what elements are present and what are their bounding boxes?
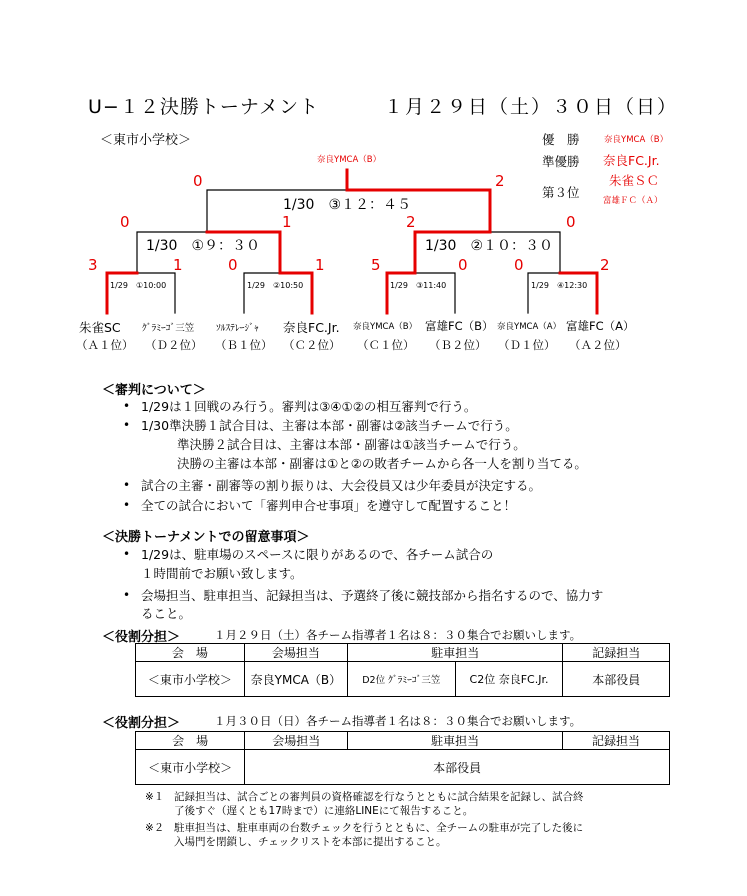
team-4-rank: （Ｃ２位） [283,338,341,352]
third-place-label: 第３位 [542,185,580,200]
referee-heading: ＜審判について＞ [102,383,206,398]
r1-4-match-label: 1/29 ④12:30 [531,281,588,290]
third-place-team-2: 富雄ＦＣ（Ａ） [603,196,663,206]
footnote-2-line-2: 入場門を閉鎖し、チェックリストを本部に提出すること。 [174,836,447,848]
footnote-1-line-2: 了後すぐ（遅くとも17時まで）に連絡LINEにて報告すること。 [174,805,474,817]
duty1-parking-1: D2位 ｸﾞﾗﾐｰｺﾞ三笠 [348,662,456,697]
second-place-label: 準優勝 [542,154,580,169]
team-3-rank: （Ｂ１位） [215,338,273,352]
bracket-line-r1-1 [107,273,175,313]
team-5: 奈良YMCA（B） [353,322,418,332]
win-path-r1-4 [560,273,597,313]
duty1-record: 本部役員 [563,662,670,697]
referee-item-3: 準決勝２試合目は、主審は本部・副審は①該当チームで行う。 [177,437,526,452]
referee-item-1: 1/29は１回戦のみ行う。審判は③④①②の相互審判で行う。 [141,399,477,414]
score-final-right: 2 [495,172,505,190]
final-match-label: 1/30 ③１２：４５ [283,197,411,213]
footnote-2-mark: ※２ [145,822,165,834]
bullet-dot: • [123,547,131,561]
tournament-bracket [0,0,747,360]
score-final-left: 0 [193,172,203,190]
page-title: U−１２決勝トーナメント [88,96,320,118]
duty2-staff: 本部役員 [245,750,670,785]
duty1-parking-2: C2位 奈良FC.Jr. [455,662,563,697]
second-place-team: 奈良FC.Jr. [603,153,660,168]
duty2-header-record: 記録担当 [562,732,669,750]
bullet-dot: • [123,588,131,602]
score-semi2-left: 2 [406,213,416,231]
duty2-header-parking: 駐車担当 [348,732,563,750]
bracket-line-r1-2 [244,273,312,313]
team-7-rank: （Ｄ１位） [498,338,556,352]
score-r1-3-left: 5 [371,256,381,274]
duty2-header-venue-staff: 会場担当 [245,732,348,750]
first-place-team: 奈良YMCA（B） [604,135,669,145]
semi2-match-label: 1/30 ②１０：３０ [425,238,553,254]
duty1-header-venue: 会 場 [136,644,245,662]
win-path-r1-1 [107,273,137,313]
score-r1-4-left: 0 [514,256,524,274]
team-2: ｸﾞﾗﾐｰｺﾞ三笠 [142,323,195,334]
bracket-line-r1-4 [528,273,597,313]
duty2-heading: ＜役割分担＞ [102,716,181,731]
score-r1-1-left: 3 [88,256,98,274]
notes-heading: ＜決勝トーナメントでの留意事項＞ [102,530,310,545]
duty2-header-venue: 会 場 [136,732,245,750]
footnote-1-mark: ※１ [145,791,165,803]
bullet-dot: • [123,418,131,432]
duty1-venue-staff: 奈良YMCA（B） [244,662,347,697]
team-7: 奈良YMCA（A） [497,322,562,332]
referee-item-4: 決勝の主審は本部・副審は①と②の敗者チームから各一人を割り当てる。 [177,456,587,471]
duty1-header-parking: 駐車担当 [348,644,563,662]
duty1-table [135,643,670,697]
footnote-2-line-1: 駐車担当は、駐車車両の台数チェックを行うとともに、全チームの駐車が完了した後に [174,822,584,834]
team-8: 富雄FC（A） [566,319,635,333]
r1-2-match-label: 1/29 ②10:50 [247,281,304,290]
third-place-team-1: 朱雀ＳＣ [609,173,660,188]
bullet-dot: • [123,498,131,512]
duty1-venue: ＜東市小学校＞ [136,662,245,697]
score-r1-2-right: 1 [315,256,325,274]
score-r1-4-right: 2 [600,256,610,274]
bullet-dot: • [123,478,131,492]
notes-item-1-cont: １時間前でお願い致します。 [141,566,303,581]
team-3: ｿﾙｽﾃﾚｰｼﾞｬ [216,323,259,334]
venue-label: ＜東市小学校＞ [100,133,192,148]
team-8-rank: （Ａ２位） [569,338,627,352]
champion-label: 奈良YMCA（B） [317,155,382,165]
footnote-1-line-1: 記録担当は、試合ごとの審判員の資格確認を行なうとともに試合結果を記録し、試合終 [174,791,584,803]
score-semi1-left: 0 [120,213,130,231]
win-path-r1-2 [280,273,312,313]
bracket-line-r1-3 [387,273,455,313]
notes-item-2: 会場担当、駐車担当、記録担当は、予選終了後に競技部から指名するので、協力す [141,588,604,603]
score-r1-1-right: 1 [173,256,183,274]
duty1-heading: ＜役割分担＞ [102,630,181,645]
duty1-header-record: 記録担当 [563,644,670,662]
team-2-rank: （Ｄ２位） [145,338,203,352]
duty2-venue: ＜東市小学校＞ [136,750,245,785]
score-r1-2-left: 0 [228,256,238,274]
notes-item-1: 1/29は、駐車場のスペースに限りがあるので、各チーム試合の [141,547,494,562]
semi1-match-label: 1/30 ①９：３０ [146,238,260,254]
team-5-rank: （Ｃ１位） [357,338,415,352]
notes-item-2-cont: ること。 [141,606,192,621]
first-place-label: 優 勝 [542,132,580,147]
win-path-r1-3 [387,273,415,313]
r1-3-match-label: 1/29 ③11:40 [390,281,447,290]
referee-item-5: 試合の主審・副審等の割り振りは、大会役員又は少年委員が決定する。 [141,478,542,493]
referee-item-2: 1/30準決勝１試合目は、主審は本部・副審は②該当チームで行う。 [141,418,518,433]
team-6-rank: （Ｂ２位） [429,338,487,352]
score-semi2-right: 0 [566,213,576,231]
referee-item-6: 全ての試合において「審判申合せ事項」を遵守して配置すること！ [141,498,517,513]
duty1-header-venue-staff: 会場担当 [244,644,347,662]
score-semi1-right: 1 [282,213,292,231]
duty2-table [135,731,670,785]
score-r1-3-right: 0 [458,256,468,274]
r1-1-match-label: 1/29 ①10:00 [110,281,167,290]
team-4: 奈良FC.Jr. [283,320,340,335]
duty1-subheading: １月２９日（土）各チーム指導者１名は８：３０集合でお願いします。 [214,628,582,642]
bullet-dot: • [123,399,131,413]
tournament-dates: １月２９日（土）３０日（日） [384,96,679,118]
team-1-rank: （Ａ１位） [76,338,134,352]
team-6: 富雄FC（B） [425,319,494,333]
duty2-subheading: １月３０日（日）各チーム指導者１名は８：３０集合でお願いします。 [214,714,582,728]
team-1: 朱雀SC [79,320,121,335]
